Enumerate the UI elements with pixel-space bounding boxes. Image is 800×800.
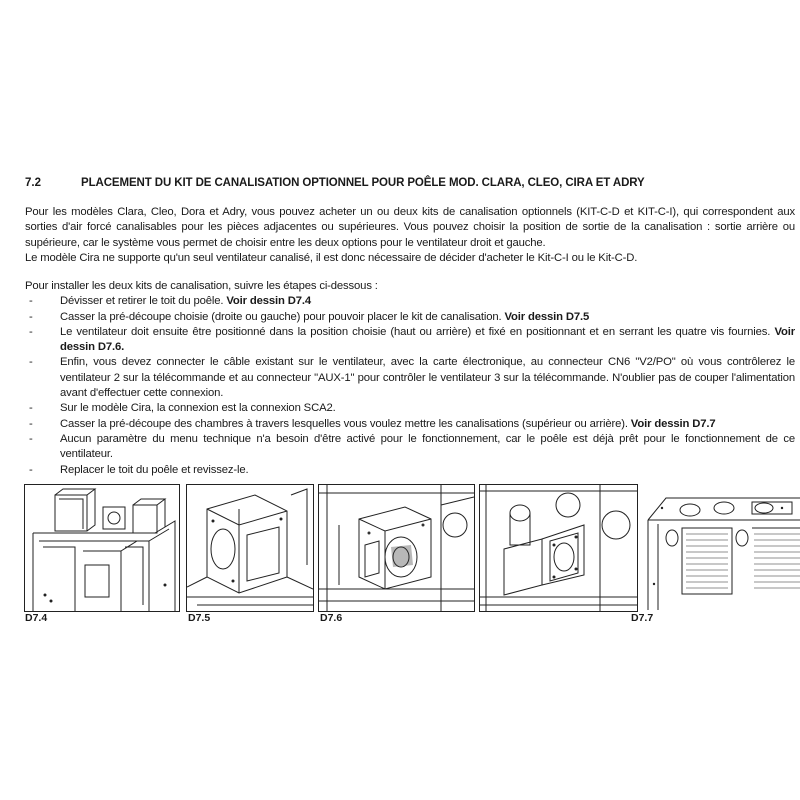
install-block [25,279,795,478]
figure-label-d7-7: D7.7 [631,612,654,624]
intro-block [25,205,795,266]
step-item [25,463,795,478]
step-item [25,325,795,356]
precut-drawing [187,485,313,611]
install-steps-list [25,294,795,478]
drawing-reference: Voir dessin D7.5 [504,310,590,323]
drawing-reference: Voir dessin D7.7 [630,417,716,430]
step-text: Dévisser et retirer le toit du poêle. [60,295,227,308]
section-number: 7.2 [25,177,41,189]
intro-paragraph: Pour les modèles Clara, Cleo, Dora et Adry, vous pouvez acheter un ou deux kits de canalisation optionnels (KIT-C-D et KIT-C-I), qui correspondent aux sorties d'air forcé canalisables pour les pièces adjacentes ou supérieures. Vous pouvez choisir la position de sortie de la canalisation : sortie arrière ou supérieure, car le système vous permet de choisir entre les deux options pour le ventilateur droit et gauche. [25,206,795,249]
figure-d7-5-precut [186,484,314,612]
fan-top-drawing [319,485,474,611]
stove-top-drawing [642,484,800,610]
fan-rear-drawing [480,485,637,611]
step-item [25,432,795,463]
step-text: Sur le modèle Cira, la connexion est la connexion SCA2. [60,402,336,415]
figure-d7-6-fan-rear [479,484,638,612]
step-text: Casser la pré-découpe des chambres à travers lesquelles vous voulez mettre les canalisations (supérieur ou arrière). [60,417,631,430]
section-title: PLACEMENT DU KIT DE CANALISATION OPTIONNEL POUR POÊLE MOD. CLARA, CLEO, CIRA ET ADRY [81,177,645,189]
figure-d7-7-stove-top [642,484,800,610]
step-text: Enfin, vous devez connecter le câble existant sur le ventilateur, avec la carte électronique, au connecteur CN6 "V2/PO" où vous contrôlerez le ventilateur 2 sur la télécommande et au connecteur "AUX-1" pour contrôler le ventilateur 3 sur la télécommande. N'oublier pas de couper l'alimentation avant d'effectuer cette connexion. [60,356,795,400]
section-heading [25,177,785,193]
drawing-reference: Voir dessin D7.4 [226,295,312,308]
step-dash: - [29,463,33,476]
cira-note: Le modèle Cira ne supporte qu'un seul ventilateur canalisé, il est donc nécessaire de décider d'acheter le Kit-C-I ou le Kit-C-D. [25,251,638,264]
step-dash: - [29,417,33,430]
figure-label-d7-6: D7.6 [320,612,343,624]
step-text: Aucun paramètre du menu technique n'a besoin d'être activé pour le fonctionnement, car le poêle est déjà prêt pour le fonctionnement de ce ventilateur. [60,432,795,461]
step-item [25,401,795,416]
figure-label-d7-5: D7.5 [188,612,211,624]
drawing-reference: Voir dessin D7.6. [60,325,795,354]
figure-label-d7-4: D7.4 [25,612,48,624]
step-dash: - [29,402,33,415]
figure-d7-6-fan-top [318,484,475,612]
step-dash: - [29,356,33,369]
figure-d7-4-stove-roof [24,484,180,612]
step-dash: - [29,432,33,445]
step-dash: - [29,295,33,308]
step-text: Replacer le toit du poêle et revissez-le. [60,463,249,476]
install-intro: Pour installer les deux kits de canalisation, suivre les étapes ci-dessous : [25,280,378,292]
step-text: Le ventilateur doit ensuite être positionné dans la position choisie (haut ou arrière) et fixé en positionnant et en serrant les quatre vis fournies. [60,325,775,338]
step-text: Casser la pré-découpe choisie (droite ou gauche) pour pouvoir placer le kit de canalisation. [60,310,505,323]
step-dash: - [29,310,33,323]
step-item [25,355,795,401]
step-dash: - [29,325,33,338]
step-item [25,417,795,432]
step-item [25,294,795,309]
stove-roof-drawing [25,485,179,611]
step-item [25,310,795,325]
